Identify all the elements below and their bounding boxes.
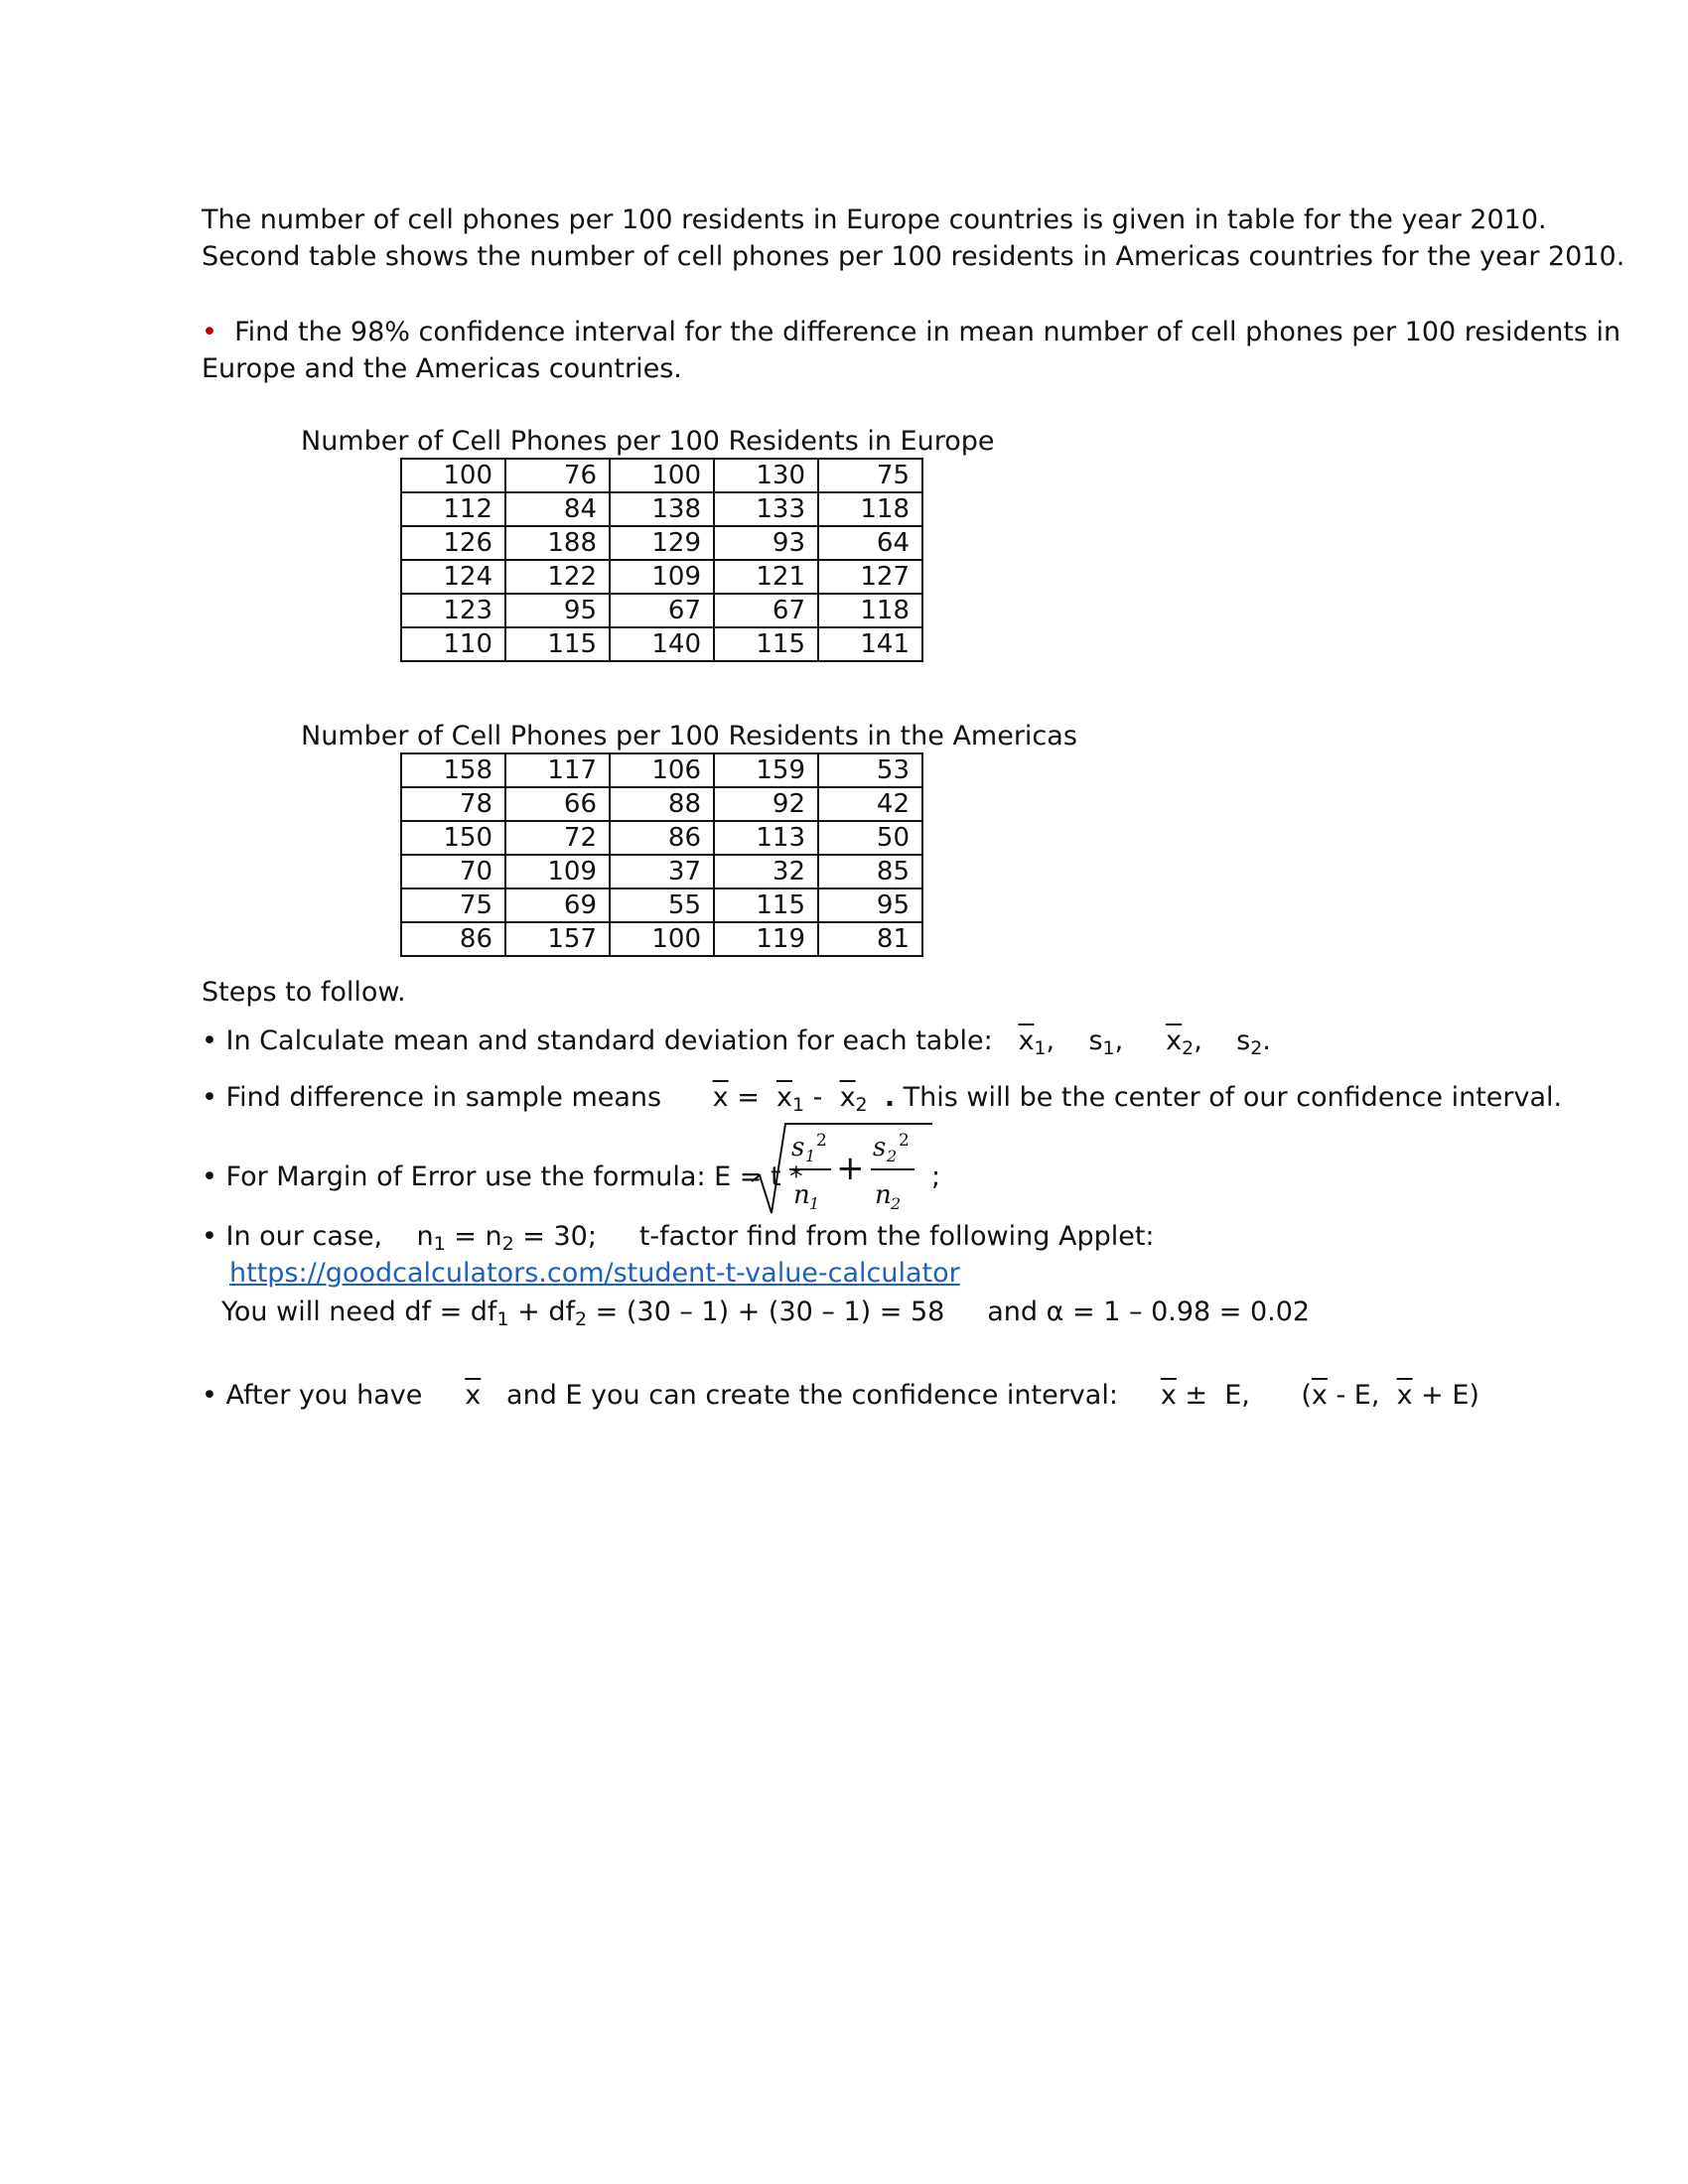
step-2-tail: This will be the center of our confidence interval.: [903, 1082, 1563, 1113]
table-cell: 112: [401, 492, 505, 526]
table-cell: 119: [714, 922, 818, 956]
table-cell: 85: [818, 855, 922, 888]
table-cell: 78: [401, 787, 505, 821]
table-cell: 121: [714, 560, 818, 594]
table-cell: 70: [401, 855, 505, 888]
intro-line-2: Second table shows the number of cell phones per 100 residents in Americas countries for the year 2010.: [202, 241, 1625, 272]
table-cell: 81: [818, 922, 922, 956]
task-text-1: Find the 98% confidence interval for the difference in mean number of cell phones per 100 residents in: [234, 317, 1621, 347]
table-cell: 100: [610, 459, 714, 492]
table-cell: 67: [610, 594, 714, 627]
table-row: [401, 888, 922, 922]
step-3-text: • For Margin of Error use the formula: E = t *: [202, 1161, 803, 1192]
steps-heading: Steps to follow.: [202, 977, 406, 1008]
step-5-text: • After you have: [202, 1380, 423, 1411]
margin-of-error-formula: [750, 1120, 941, 1219]
europe-table: [400, 458, 923, 662]
table-cell: 157: [505, 922, 610, 956]
table-row: [401, 560, 922, 594]
table-cell: 84: [505, 492, 610, 526]
step-4: • In our case, $n_1 = n_2 = 30$; t-factor find from the following Applet:: [202, 1221, 1155, 1255]
table-cell: 42: [818, 787, 922, 821]
alpha-text: and α = 1 – 0.98 = 0.02: [987, 1297, 1311, 1327]
step-4-tail: t-factor find from the following Applet:: [638, 1221, 1155, 1252]
step-4-df: You will need df = $df_1 + df_2 = (30 - 1) + (30 - 1) = 58$ and α = 1 – 0.98 = 0.02: [221, 1297, 1311, 1330]
table-cell: 124: [401, 560, 505, 594]
svg-text:2: 2: [891, 1194, 902, 1213]
table-row: [401, 627, 922, 661]
df-text-a: You will need df = df: [221, 1297, 497, 1327]
applet-link[interactable]: [229, 1256, 960, 1292]
table-cell: 93: [714, 526, 818, 560]
table-row: [401, 922, 922, 956]
s2-symbol: s: [1236, 1025, 1251, 1056]
table-cell: 159: [714, 753, 818, 787]
step-4-text: • In our case,: [202, 1221, 383, 1252]
table-cell: 95: [818, 888, 922, 922]
step-5: • After you have $\overline{x}$ and E you can create the confidence interval: $\overline{x} \pm E$, ($\overline{x}$ - E, $\overline{x} + E$): [202, 1380, 1479, 1411]
table-cell: 100: [401, 459, 505, 492]
table-cell: 88: [610, 787, 714, 821]
table-cell: 158: [401, 753, 505, 787]
table-cell: 115: [714, 888, 818, 922]
table-cell: 122: [505, 560, 610, 594]
step-2-text: • Find difference in sample means: [202, 1082, 662, 1113]
table-cell: 64: [818, 526, 922, 560]
table-cell: 130: [714, 459, 818, 492]
task-bullet: •: [202, 317, 217, 347]
table-cell: 133: [714, 492, 818, 526]
table-row: [401, 492, 922, 526]
step-1: • In Calculate mean and standard deviation for each table: $\overline{x}_1$, $s_1$, $\overline{x}_2$, $s_2$.: [202, 1025, 1271, 1059]
svg-text:s: s: [873, 1133, 887, 1162]
table-cell: 126: [401, 526, 505, 560]
table-row: [401, 753, 922, 787]
svg-text:n: n: [793, 1180, 810, 1210]
table-cell: 37: [610, 855, 714, 888]
table-cell: 129: [610, 526, 714, 560]
table-cell: 50: [818, 821, 922, 855]
table-cell: 138: [610, 492, 714, 526]
table-row: [401, 526, 922, 560]
table-cell: 141: [818, 627, 922, 661]
table-cell: 115: [714, 627, 818, 661]
svg-text:+: +: [836, 1149, 865, 1188]
table-row: [401, 855, 922, 888]
table-cell: 72: [505, 821, 610, 855]
step-1-text: • In Calculate mean and standard deviation for each table:: [202, 1025, 993, 1056]
svg-text:1: 1: [805, 1147, 816, 1165]
svg-text:n: n: [875, 1180, 892, 1210]
svg-text:1: 1: [809, 1194, 820, 1213]
table-cell: 75: [401, 888, 505, 922]
applet-link-text[interactable]: https://goodcalculators.com/student-t-value-calculator: [229, 1258, 960, 1289]
table-cell: 53: [818, 753, 922, 787]
table-cell: 55: [610, 888, 714, 922]
table-row: [401, 821, 922, 855]
table-row: [401, 459, 922, 492]
table-cell: 32: [714, 855, 818, 888]
table-cell: 115: [505, 627, 610, 661]
europe-table-caption: Number of Cell Phones per 100 Residents in Europe: [301, 426, 995, 457]
table-cell: 86: [401, 922, 505, 956]
table-row: [401, 594, 922, 627]
table-cell: 106: [610, 753, 714, 787]
table-row: [401, 787, 922, 821]
table-cell: 76: [505, 459, 610, 492]
step-2: • Find difference in sample means $\overline{x} = \overline{x}_1 - \overline{x}_2$ . This will be the center of our confidence interval.: [202, 1082, 1563, 1116]
table-cell: 110: [401, 627, 505, 661]
step-5-tail: and E you can create the confidence interval:: [506, 1380, 1118, 1411]
table-cell: 150: [401, 821, 505, 855]
table-cell: 109: [610, 560, 714, 594]
table-cell: 123: [401, 594, 505, 627]
s1-symbol: s: [1088, 1025, 1103, 1056]
table-cell: 100: [610, 922, 714, 956]
svg-text:2: 2: [899, 1131, 910, 1151]
intro-line-1: The number of cell phones per 100 residents in Europe countries is given in table for the year 2010.: [202, 205, 1547, 235]
x1-symbol: $\overline{x}$: [1018, 1025, 1035, 1056]
svg-text:s: s: [791, 1133, 805, 1162]
americas-table: [400, 752, 923, 957]
table-cell: 69: [505, 888, 610, 922]
table-cell: 113: [714, 821, 818, 855]
table-cell: 117: [505, 753, 610, 787]
table-cell: 75: [818, 459, 922, 492]
table-cell: 188: [505, 526, 610, 560]
table-cell: 118: [818, 492, 922, 526]
task-line-2: Europe and the Americas countries.: [202, 353, 682, 384]
svg-text:2: 2: [816, 1131, 827, 1151]
table-cell: 92: [714, 787, 818, 821]
table-cell: 118: [818, 594, 922, 627]
table-cell: 86: [610, 821, 714, 855]
table-cell: 109: [505, 855, 610, 888]
table-cell: 127: [818, 560, 922, 594]
table-cell: 66: [505, 787, 610, 821]
x2-symbol: $\overline{x}$: [1166, 1025, 1183, 1056]
americas-table-caption: Number of Cell Phones per 100 Residents in the Americas: [301, 721, 1077, 751]
svg-text:2: 2: [887, 1147, 898, 1165]
table-cell: 67: [714, 594, 818, 627]
table-cell: 140: [610, 627, 714, 661]
df-text-b: = (30 – 1) + (30 – 1) = 58: [595, 1297, 945, 1327]
task-line-1: [202, 315, 1620, 350]
step-3-semicolon: ;: [931, 1161, 941, 1192]
table-cell: 95: [505, 594, 610, 627]
